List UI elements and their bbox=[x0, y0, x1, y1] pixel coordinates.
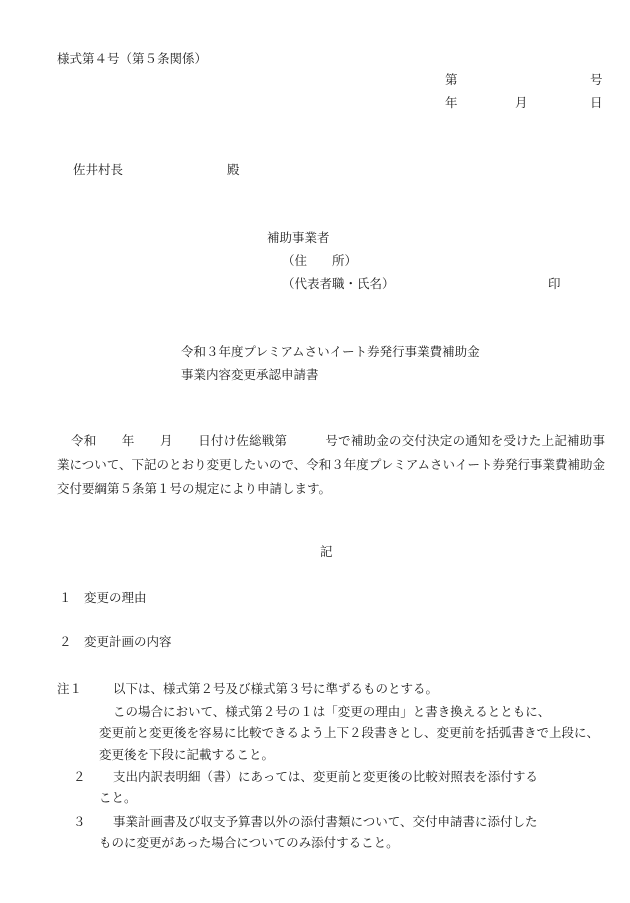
body-text: 令和 年 月 日付け佐総戦第 号で補助金の交付決定の通知を受けた上記補助事業について、下記のとおり変更したいので、令和３年度プレミアムさいイート券発行事業費補助金交付要綱第５条第１号の規定により申請します。 bbox=[57, 433, 605, 496]
note-3-first-line: 事業計画書及び収支予算書以外の添付書類について、交付申請書に添付した bbox=[113, 814, 538, 829]
note-1b-continuation: 変更前と変更後を容易に比較できるよう上下２段書きとし、変更前を括弧書きで上段に、変更後を下段に記載すること。 bbox=[99, 725, 600, 762]
addressee-honorific: 殿 bbox=[227, 162, 240, 177]
note-2-continuation: こと。 bbox=[99, 790, 137, 805]
date-year: 年 bbox=[445, 95, 458, 110]
date-day: 日 bbox=[590, 95, 603, 110]
item-1-label: 変更の理由 bbox=[84, 590, 147, 605]
date-month: 月 bbox=[515, 95, 528, 110]
applicant-address-label: （住 所） bbox=[282, 253, 358, 268]
subject-line-2: 事業内容変更承認申請書 bbox=[181, 367, 319, 382]
form-header: 様式第４号（第５条関係） bbox=[57, 51, 208, 66]
item-2-number: ２ bbox=[59, 634, 72, 649]
seal-mark: 印 bbox=[548, 276, 561, 291]
ki-heading: 記 bbox=[320, 544, 333, 559]
addressee-name: 佐井村長 bbox=[73, 162, 124, 177]
subject-line-1: 令和３年度プレミアムさいイート券発行事業費補助金 bbox=[181, 344, 480, 359]
item-2-label: 変更計画の内容 bbox=[84, 634, 172, 649]
note-1-text: 以下は、様式第２号及び様式第３号に準ずるものとする。 bbox=[113, 681, 439, 696]
applicant-rep-label: （代表者職・氏名） bbox=[282, 276, 395, 291]
doc-number-suffix: 号 bbox=[590, 72, 603, 87]
note-2-number: ２ bbox=[73, 769, 86, 784]
applicant-title: 補助事業者 bbox=[267, 230, 330, 245]
notes-label: 注１ bbox=[57, 681, 83, 696]
note-1b-first-line: この場合において、様式第２号の１は「変更の理由」と書き換えるとともに、 bbox=[113, 704, 551, 719]
note-3-number: ３ bbox=[73, 814, 86, 829]
note-2-first-line: 支出内訳表明細（書）にあっては、変更前と変更後の比較対照表を添付する bbox=[113, 769, 538, 784]
doc-number-prefix: 第 bbox=[445, 72, 458, 87]
note-3-continuation: ものに変更があった場合についてのみ添付すること。 bbox=[99, 835, 399, 850]
item-1-number: １ bbox=[59, 590, 72, 605]
